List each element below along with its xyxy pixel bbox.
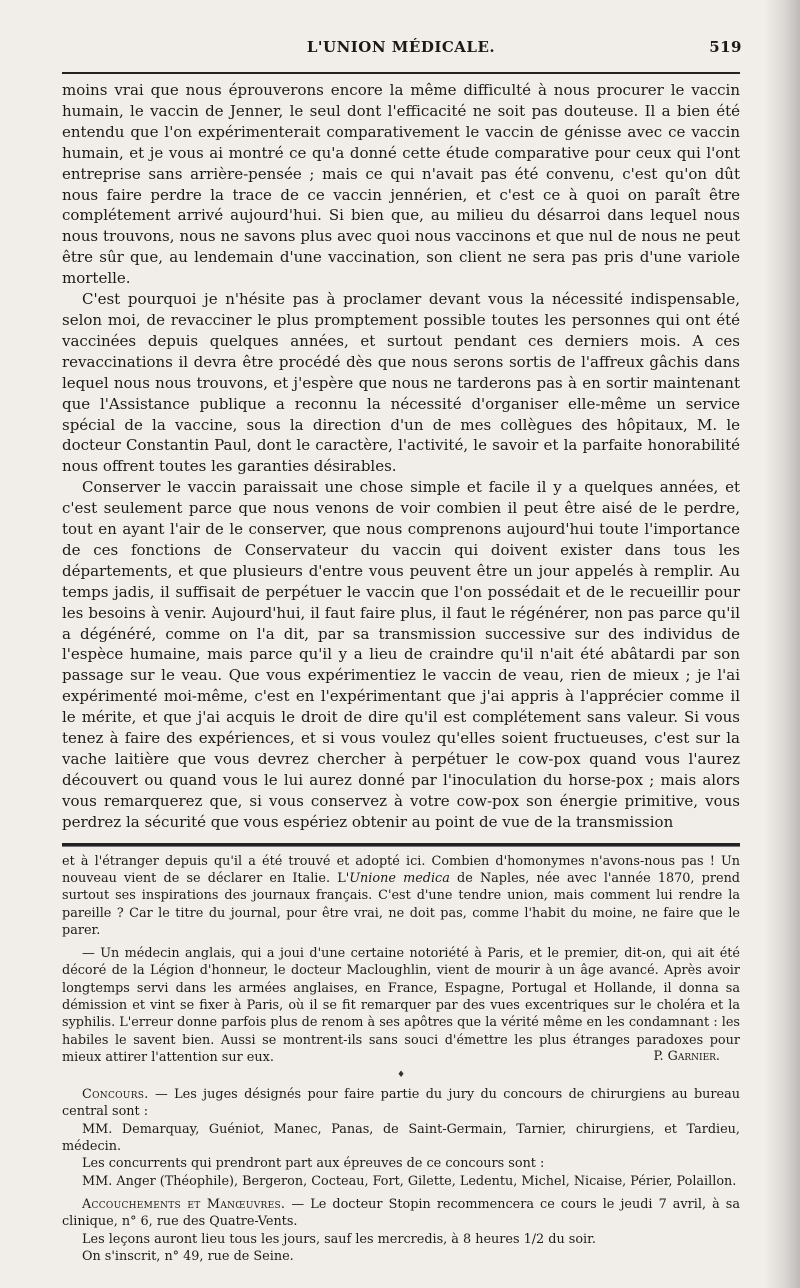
main-paragraph: C'est pourquoi je n'hésite pas à proclamer devant vous la nécessité indispensable, selon moi, de revacciner le plus promptement possible toutes les personnes qui ont été vaccinées depuis quelques années, et surtout pendant ces derniers mois. A ces revaccinations il devra être procédé dès que nous serons sortis de l'affreux gâchis dans lequel nous nous trouvons, et j'espère que nous ne tarderons pas à en sortir maintenant que l'Assistance publique a reconnu la nécessité d'organiser elle-même un service spécial de la vaccine, sous la direction d'un de mes collègues des hôpitaux, M. le docteur Constantin Paul, dont le caractère, l'activité, le savoir et la parfaite honorabilité nous offrent toutes les garanties désirables.: [62, 290, 740, 476]
news-paragraph: On s'inscrit, n° 49, rue de Seine.: [82, 1248, 294, 1264]
journal-name: Unione medica: [349, 870, 450, 886]
note-paragraph: — Un médecin anglais, qui a joui d'une certaine notoriété à Paris, et le premier, dit-on, qui ait été décoré de la Légion d'honneur, le docteur Macloughlin, vient de mourir à un âge avancé. Après avoir longtemps servi dans les armées anglaises, en France, Espagne, Portugal et Hollande, il donna sa démission et vint se fixer à Paris, où il se fit remarquer par des vues excentriques sur le choléra et la syphilis. L'erreur donne parfois plus de renom à ses apôtres que la vérité même en les condamnant : les habiles le savent bien. Aussi se montrent-ils sans souci d'émettre les plus étranges paradoxes pour mieux attirer l'attention sur eux.: [62, 946, 740, 1065]
news-paragraph: [62, 1196, 740, 1231]
section-label: Concours.: [82, 1087, 149, 1103]
feuilleton-separator: [62, 843, 740, 847]
section-label: Accouchements et Manœuvres.: [82, 1196, 286, 1212]
journal-title: L'UNION MÉDICALE.: [306, 38, 496, 56]
news-paragraph: [62, 1086, 740, 1121]
signature-text: P. Garnier.: [653, 1049, 720, 1065]
page-spine-shadow: [764, 0, 800, 1288]
note-paragraph: [62, 853, 740, 939]
page-number: 519: [709, 38, 742, 56]
news-section: [62, 1086, 740, 1265]
news-text: — Le docteur Stopin recommencera ce cours le jeudi 7 avril, à sa clinique, n° 6, rue des Quatre-Vents.: [62, 1196, 740, 1230]
note-text: de Naples, née avec l'année 1870, prend surtout ses inspirations des journaux français. C'est d'une tendre union, mais comment lui rendre la pareille ? Car le titre du journal, pour être vrai, ne doit pas, comme l'habit du moine, ne faire que le parer.: [62, 870, 740, 938]
ornament: ♦: [396, 1070, 406, 1081]
header-rule: [62, 72, 740, 74]
feuilleton-notes: [62, 853, 740, 1067]
news-paragraph: MM. Demarquay, Guéniot, Manec, Panas, de Saint-Germain, Tarnier, chirurgiens, et Tardieu, médecin.: [62, 1121, 740, 1155]
news-text: — Les juges désignés pour faire partie du jury du concours de chirurgiens au bureau central sont :: [62, 1087, 740, 1120]
news-paragraph: Les concurrents qui prendront part aux épreuves de ce concours sont :: [82, 1156, 545, 1172]
note-text: et à l'étranger depuis qu'il a été trouvé et adopté ici. Combien d'homonymes n'avons-nous pas ! Un nouveau vient de se déclarer en Italie. L': [62, 853, 740, 886]
main-paragraph: moins vrai que nous éprouverons encore la même difficulté à nous procurer le vaccin humain, le vaccin de Jenner, le seul dont l'efficacité ne soit pas douteuse. Il a bien été entendu que l'on expérimenterait comparativement le vaccin de génisse avec ce vaccin humain, et je vous ai montré ce qu'a donné cette étude comparative pour ceux qui l'ont entreprise sans arrière-pensée ; mais ce qui n'avait pas été convenu, c'est qu'on dût nous faire perdre la trace de ce vaccin jennérien, et c'est ce à quoi on paraît être complétement arrivé aujourd'hui. Si bien que, au milieu du désarroi dans lequel nous nous trouvons, nous ne savons plus avec quoi nous vaccinons et que nul de nous ne peut être sûr que, au lendemain d'une vaccination, son client ne sera pas pris d'une variole mortelle.: [62, 81, 740, 288]
main-text: [62, 80, 740, 833]
news-paragraph: Les leçons auront lieu tous les jours, sauf les mercredis, à 8 heures 1/2 du soir.: [82, 1231, 596, 1247]
main-paragraph: Conserver le vaccin paraissait une chose simple et facile il y a quelques années, et c'est seulement parce que nous venons de voir combien il peut être aisé de le perdre, tout en ayant l'air de le conserver, que nous comprenons aujourd'hui toute l'importance de ces fonctions de Conservateur du vaccin qui doivent exister dans tous les départements, et que plusieurs d'entre vous peuvent être un jour appelés à remplir. Au temps jadis, il suffisait de perpétuer le vaccin que l'on possédait et de le recueillir pour les besoins à venir. Aujourd'hui, il faut faire plus, il faut le régénérer, non pas parce qu'il a dégénéré, comme on l'a dit, par sa transmission successive sur des individus de l'espèce humaine, mais parce qu'il y a lieu de craindre qu'il n'ait été abâtardi par son passage sur le veau. Que vous expérimentiez le vaccin de veau, rien de mieux ; je l'ai expérimenté moi-même, c'est en l'expérimentant que j'ai appris à l'apprécier comme il le mérite, et que j'ai acquis le droit de dire qu'il est complétement sans valeur. Si vous tenez à faire des expériences, et si vous voulez qu'elles soient fructueuses, c'est sur la vache laitière que vous devrez chercher à perpétuer le cow-pox quand vous l'aurez découvert ou quand vous le lui aurez donné par l'inoculation du horse-pox ; mais alors vous remarquerez que, si vous conservez à votre cow-pox son énergie primitive, vous perdrez la sécurité que vous espériez obtenir au point de vue de la transmission: [62, 478, 740, 831]
news-paragraph: MM. Anger (Théophile), Bergeron, Cocteau, Fort, Gilette, Ledentu, Michel, Nicaise, Périer, Polaillon.: [82, 1173, 737, 1189]
running-header: [62, 34, 740, 64]
